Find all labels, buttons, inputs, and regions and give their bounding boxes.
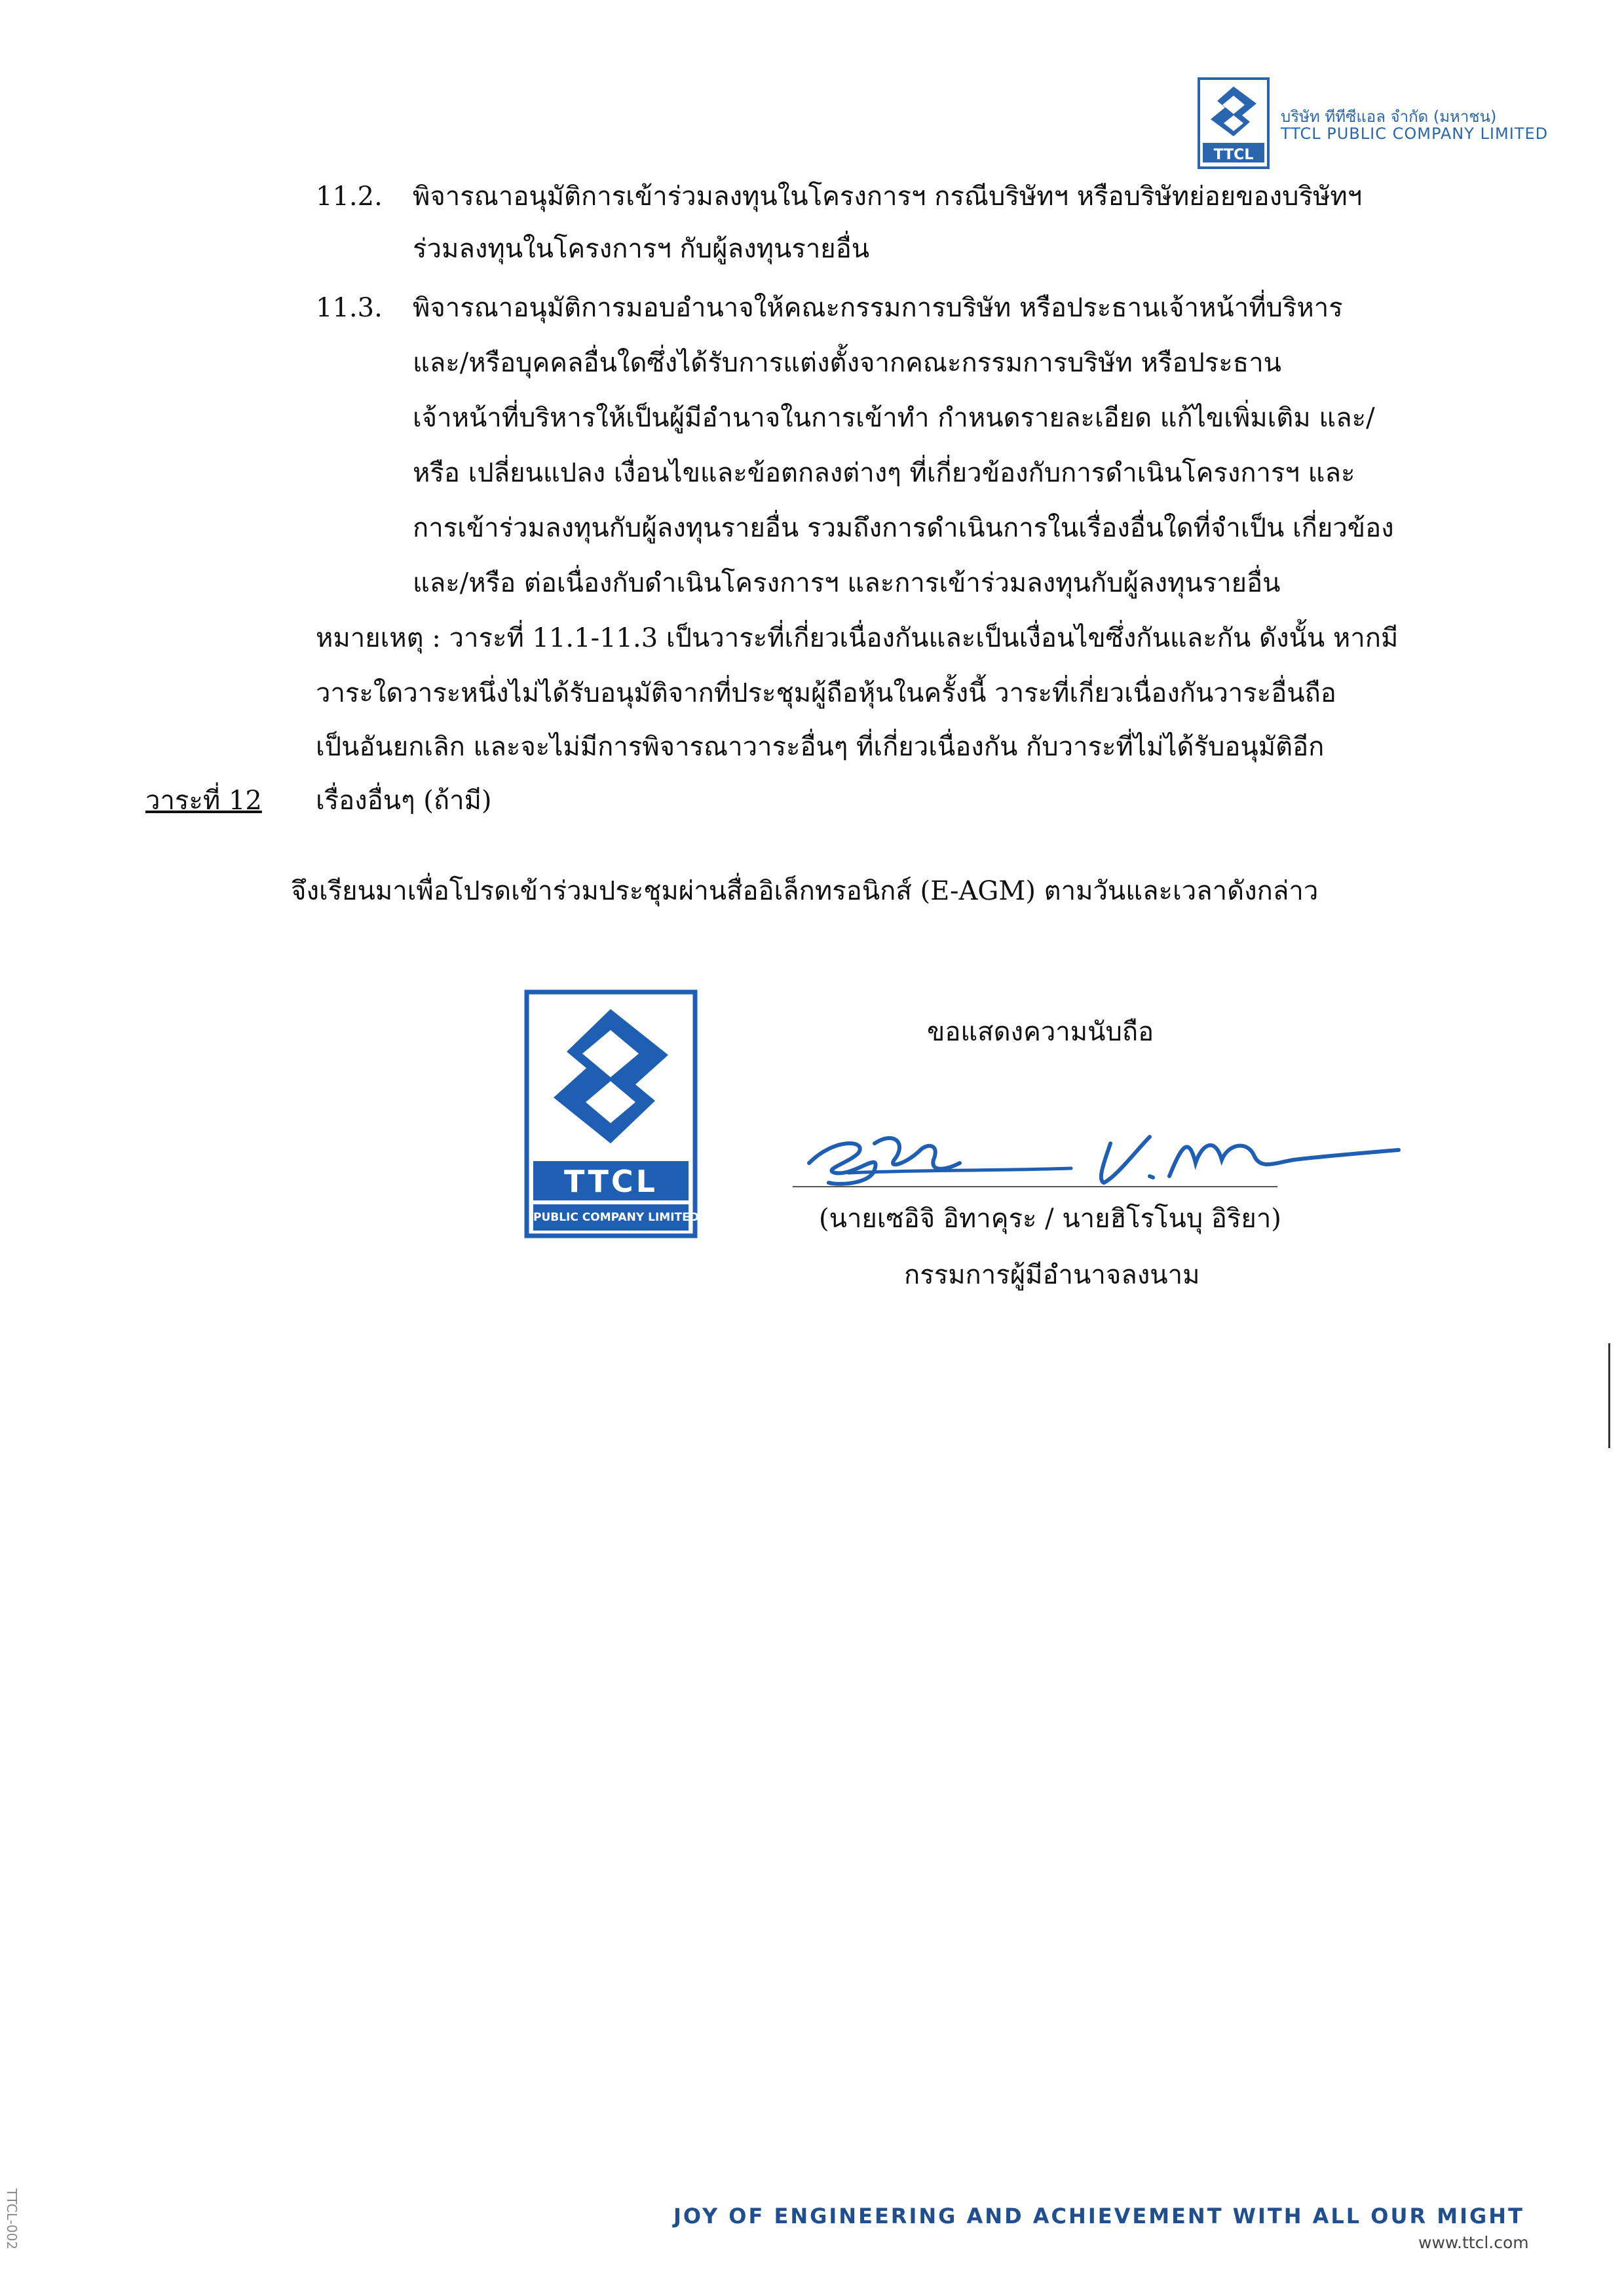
signature-line	[793, 1186, 1277, 1187]
company-name-thai: บริษัท ทีทีซีแอล จำกัด (มหาชน)	[1281, 107, 1497, 126]
closing-sentence: จึงเรียนมาเพื่อโปรดเข้าร่วมประชุมผ่านสื่ออิเล็กทรอนิกส์ (E-AGM) ตามวันและเวลาดังกล่าว	[291, 876, 1319, 906]
form-code: TTCL-002	[4, 2189, 20, 2250]
signatory-title: กรรมการผู้มีอำนาจลงนาม	[904, 1260, 1200, 1290]
footer-url: www.ttcl.com	[1418, 2233, 1529, 2252]
note-line-3: เป็นอันยกเลิก และจะไม่มีการพิจารณาวาระอื่นๆ ที่เกี่ยวเนื่องกัน กับวาระที่ไม่ได้รับอนุมัติอีก	[316, 732, 1325, 762]
note-line-2: วาระใดวาระหนึ่งไม่ได้รับอนุมัติจากที่ประชุมผู้ถือหุ้นในครั้งนี้ วาระที่เกี่ยวเนื่องกันวาระอื่นถือ	[316, 678, 1336, 708]
footer-slogan: JOY OF ENGINEERING AND ACHIEVEMENT WITH ALL OUR MIGHT	[673, 2204, 1524, 2229]
note-line-1: หมายเหตุ : วาระที่ 11.1-11.3 เป็นวาระที่เกี่ยวเนื่องกันและเป็นเงื่อนไขซึ่งกันและกัน ดังนั้น หากมี	[316, 623, 1399, 653]
ttcl-logo-text: TTCL	[1213, 147, 1254, 163]
item-11-2-line-2: ร่วมลงทุนในโครงการฯ กับผู้ลงทุนรายอื่น	[413, 234, 870, 264]
company-stamp	[524, 989, 698, 1238]
item-11-3-line-5: การเข้าร่วมลงทุนกับผู้ลงทุนรายอื่น รวมถึงการดำเนินการในเรื่องอื่นใดที่จำเป็น เกี่ยวข้อง	[413, 513, 1394, 543]
item-11-3-line-1: พิจารณาอนุมัติการมอบอำนาจให้คณะกรรมการบริษัท หรือประธานเจ้าหน้าที่บริหาร	[413, 293, 1343, 323]
signatory-names: (นายเซอิจิ อิทาคุระ / นายฮิโรโนบุ อิริยา)	[819, 1204, 1281, 1234]
item-11-3-line-4: หรือ เปลี่ยนแปลง เงื่อนไขและข้อตกลงต่างๆ ที่เกี่ยวข้องกับการดำเนินโครงการฯ และ	[413, 458, 1355, 488]
agenda-12-text: เรื่องอื่นๆ (ถ้ามี)	[316, 786, 492, 816]
regards-text: ขอแสดงความนับถือ	[927, 1017, 1154, 1047]
item-11-3-line-3: เจ้าหน้าที่บริหารให้เป็นผู้มีอำนาจในการเข้าทำ กำหนดรายละเอียด แก้ไขเพิ่มเติม และ/	[413, 403, 1375, 433]
margin-mark	[1608, 1343, 1610, 1448]
item-number-11-2: 11.2.	[316, 182, 383, 212]
company-name-english: TTCL PUBLIC COMPANY LIMITED	[1281, 124, 1549, 143]
stamp-logo-text: TTCL	[564, 1164, 658, 1199]
handwritten-signature	[796, 1124, 1412, 1196]
stamp-sub-text: PUBLIC COMPANY LIMITED	[533, 1211, 699, 1224]
item-11-2-line-1: พิจารณาอนุมัติการเข้าร่วมลงทุนในโครงการฯ กรณีบริษัทฯ หรือบริษัทย่อยของบริษัทฯ	[413, 182, 1363, 212]
agenda-12-label: วาระที่ 12	[145, 786, 262, 816]
item-11-3-line-6: และ/หรือ ต่อเนื่องกับดำเนินโครงการฯ และการเข้าร่วมลงทุนกับผู้ลงทุนรายอื่น	[413, 568, 1281, 598]
item-11-3-line-2: และ/หรือบุคคลอื่นใดซึ่งได้รับการแต่งตั้งจากคณะกรรมการบริษัท หรือประธาน	[413, 348, 1281, 378]
item-number-11-3: 11.3.	[316, 293, 383, 323]
